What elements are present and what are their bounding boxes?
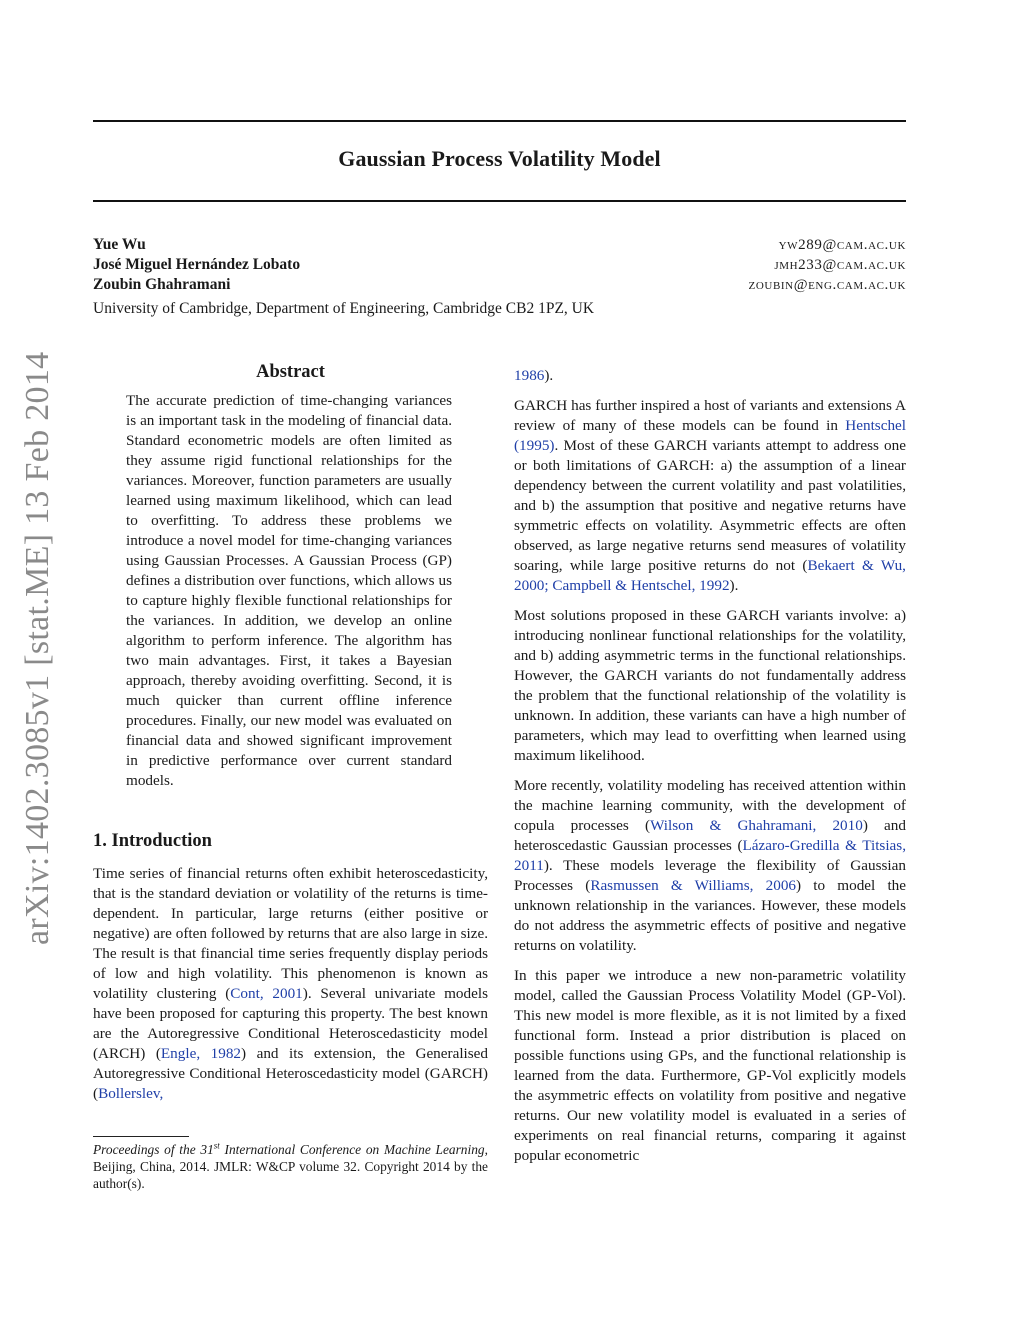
intro-paragraph: Most solutions proposed in these GARCH variants involve: a) introducing nonlinear functional relationships for the volatility, and b) adding asymmetric terms in the functional relationships. However, the GARCH variants do not fundamentally address the problem that the functional relationship of the volatility is unknown. In addition, these variants can have a high number of parameters, which may lead to overfitting when learned using maximum likelihood. [514,607,906,764]
right-column [514,366,906,1176]
author-email[interactable]: zoubin@eng.cam.ac.uk [748,277,906,293]
citation-link[interactable]: Lázaro-Gredilla & Titsias, 2011 [514,837,906,874]
citation-link[interactable]: Bollerslev, [98,1085,164,1102]
author-block [93,235,906,321]
citation-link[interactable]: Rasmussen & Williams, 2006 [590,877,797,894]
citation-link[interactable]: Wilson & Ghahramani, 2010 [650,817,863,834]
intro-paragraph: Time series of financial returns often exhibit heteroscedasticity, that is the standard deviation or volatility of the returns is time-dependent. In particular, large returns (either positive or negative) are often followed by returns that are also large in size. The result is that financial time series frequently display periods of low and high volatility. This phenomenon is known as volatility clustering (Cont, 2001). Several univariate models have been proposed for capturing this property. The best known are the Autoregressive Conditional Heteroscedasticity model (ARCH) (Engle, 1982) and its extension, the Generalised Autoregressive Conditional Heteroscedasticity model (GARCH) (Bollerslev, [93,865,489,1102]
citation-link[interactable]: Cont, 2001 [230,985,303,1002]
title-rule-bottom [93,200,906,202]
author-name: Zoubin Ghahramani [93,276,231,293]
footnote-rule [93,1136,189,1137]
author-row [93,255,906,275]
intro-paragraph: In this paper we introduce a new non-parametric volatility model, called the Gaussian Process Volatility Model (GP-Vol). This new model is more flexible, as it is not limited by a fixed functional form. Instead a prior distribution is placed on possible functions using GPs, and the functional relationship is learned from the data. Furthermore, GP-Vol explicitly models the asymmetric effects on volatility from positive and negative returns. Our new volatility model is evaluated in a series of experiments on real financial returns, comparing it against popular econometric [514,967,906,1164]
intro-paragraph: GARCH has further inspired a host of variants and extensions A review of many of these models can be found in Hentschel (1995). Most of these GARCH variants attempt to address one or both limitations of GARCH: a) the assumption of a linear dependency between the current volatility and past volatilities, and b) the assumption that positive and negative returns have symmetric effects on volatility. Asymmetric effects are often observed, as large negative returns send measures of volatility soaring, while large positive returns do not (Bekaert & Wu, 2000; Campbell & Hentschel, 1992). [514,397,906,594]
abstract-text: The accurate prediction of time-changing variances is an important task in the modeling of financial data. Standard econometric models are often limited as they assume rigid functional relationships for the variances. Moreover, function parameters are usually learned using maximum likelihood, which can lead to overfitting. To address these problems we introduce a novel model for time-changing variances using Gaussian Processes. A Gaussian Process (GP) defines a distribution over functions, which allows us to capture highly flexible functional relationships for the variances. In addition, we develop an online algorithm to perform inference. The algorithm has two main advantages. First, it takes a Bayesian approach, thereby avoiding overfitting. Second, it is much quicker than current offline inference procedures. Finally, our new model was evaluated on financial data and showed significant improvement in predictive performance over current standard models. [126,392,452,789]
author-name: José Miguel Hernández Lobato [93,256,301,273]
author-email[interactable]: jmh233@cam.ac.uk [774,257,906,273]
abstract-heading: Abstract [256,362,325,382]
author-email[interactable]: yw289@cam.ac.uk [778,237,906,253]
intro-paragraph-continued: 1986). [514,367,554,384]
citation-link[interactable]: Bekaert & Wu, 2000; Campbell & Hentschel, 1992 [514,557,906,594]
affiliation: University of Cambridge, Department of Engineering, Cambridge CB2 1PZ, UK [93,300,595,317]
citation-link[interactable]: Engle, 1982 [160,1045,242,1062]
footnote [93,1136,488,1192]
footnote-text: Proceedings of the 31st International Conference on Machine Learning, Beijing, China, 2014. JMLR: W&CP volume 32. Copyright 2014 by the author(s). [93,1140,488,1191]
arxiv-stamp: arXiv:1402.3085v1 [stat.ME] 13 Feb 2014 [19,351,56,945]
author-name: Yue Wu [93,236,146,253]
intro-paragraph: More recently, volatility modeling has received attention within the machine learning community, with the development of copula processes (Wilson & Ghahramani, 2010) and heteroscedastic Gaussian processes (Lázaro-Gredilla & Titsias, 2011). These models leverage the flexibility of Gaussian Processes (Rasmussen & Williams, 2006) to model the unknown relationship in the variances. However, these models do not address the asymmetric effects of positive and negative returns on volatility. [514,777,907,954]
citation-link[interactable]: Hentschel (1995) [514,417,906,454]
author-row [93,275,906,295]
section-heading-introduction: 1. Introduction [93,831,212,851]
left-column [93,362,488,1114]
title-rule-top [93,120,906,122]
citation-link[interactable]: 1986 [514,367,545,384]
author-row [93,235,906,255]
paper-title: Gaussian Process Volatility Model [338,146,661,171]
